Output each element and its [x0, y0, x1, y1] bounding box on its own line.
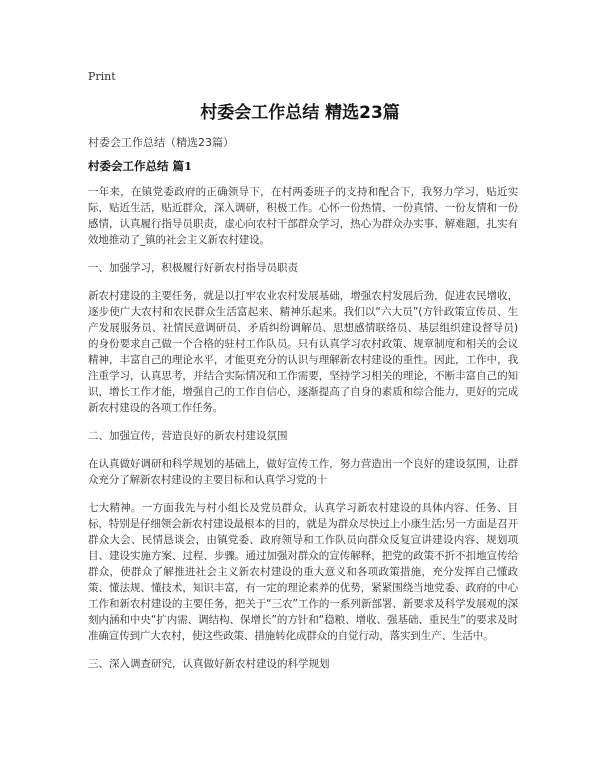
heading-research: 三、深入调查研究，认真做好新农村建设的科学规划	[88, 658, 330, 670]
document-subtitle: 村委会工作总结（精选23篇）	[88, 136, 234, 149]
section-title: 村委会工作总结 篇1	[88, 159, 193, 173]
paragraph-publicity-1: 在认真做好调研和科学规划的基础上，做好宣传工作，努力营造出一个良好的建设氛围，让群众充分了解新农村建设的主要目标和认真学习党的十	[88, 458, 518, 486]
print-link[interactable]: Print	[88, 70, 116, 83]
paragraph-intro: 一年来，在镇党委政府的正确领导下，在村两委班子的支持和配合下，我努力学习，贴近实际，贴近生活，贴近群众，深入调研，积极工作。心怀一份热情、一份真情、一份友情和一份感情，认真履行指导员职责，虚心向农村干部群众学习，热心为群众办实事、解难题，扎实有效地推动了_镇的社会主义新农村建设。	[88, 186, 518, 246]
heading-publicity: 二、加强宣传，营造良好的新农村建设氛围	[88, 430, 288, 442]
heading-study: 一、加强学习，积极履行好新农村指导员职责	[88, 262, 298, 274]
paragraph-study: 新农村建设的主要任务，就是以打牢农业农村发展基础，增强农村发展后劲，促进农民增收，逐步使广大农村和农民群众生活富起来、精神乐起来。我们以“六大员”(方针政策宣传员、生产发展服务员、社情民意调研员、矛盾纠纷调解员、思想感情联络员、基层组织建设督导员)的身份要求自己做一个合格的驻村工作队员。只有认真学习农村政策、规章制度和相关的会议精神，丰富自己的理论水平，才能更充分的认识与理解新农村建设的重性。因此，工作中，我注重学习，认真思考，并结合实际情况和工作需要，坚持学习相关的理论，不断丰富自己的知识，增长工作才能，增强自己的工作自信心，逐渐提高了自身的素质和综合能力，更好的完成新农村建设的各项工作任务。	[88, 290, 518, 414]
article-body	[88, 184, 518, 684]
page-title: 村委会工作总结 精选23篇	[200, 103, 400, 123]
paragraph-publicity-2: 七大精神。一方面我先与村小组长及党员群众，认真学习新农村建设的具体内容、任务、目标，特别是仔细领会新农村建设最根本的目的，就是为群众尽快过上小康生活;另一方面是召开群众大会、民情恳谈会，由镇党委、政府领导和工作队员向群众反复宣讲建设内容、规划项目、建设实施方案、过程、步骤。通过加强对群众的宣传解释，把党的政策不折不扣地宣传给群众，使群众了解推进社会主义新农村建设的重大意义和各项政策措施，充分发挥自己懂政策、懂法规、懂技术，知识丰富，有一定的理论素养的优势，紧紧围绕当地党委、政府的中心工作和新农村建设的主要任务，把关于“三农”工作的一系列新部署、新要求及科学发展观的深刻内涵和中央“扩内需、调结构、保增长”的方针和“稳粮、增收、强基础、重民生”的要求及时准确宣传到广大农村，使这些政策、措施转化成群众的自觉行动，落实到生产、生活中。	[88, 502, 518, 642]
